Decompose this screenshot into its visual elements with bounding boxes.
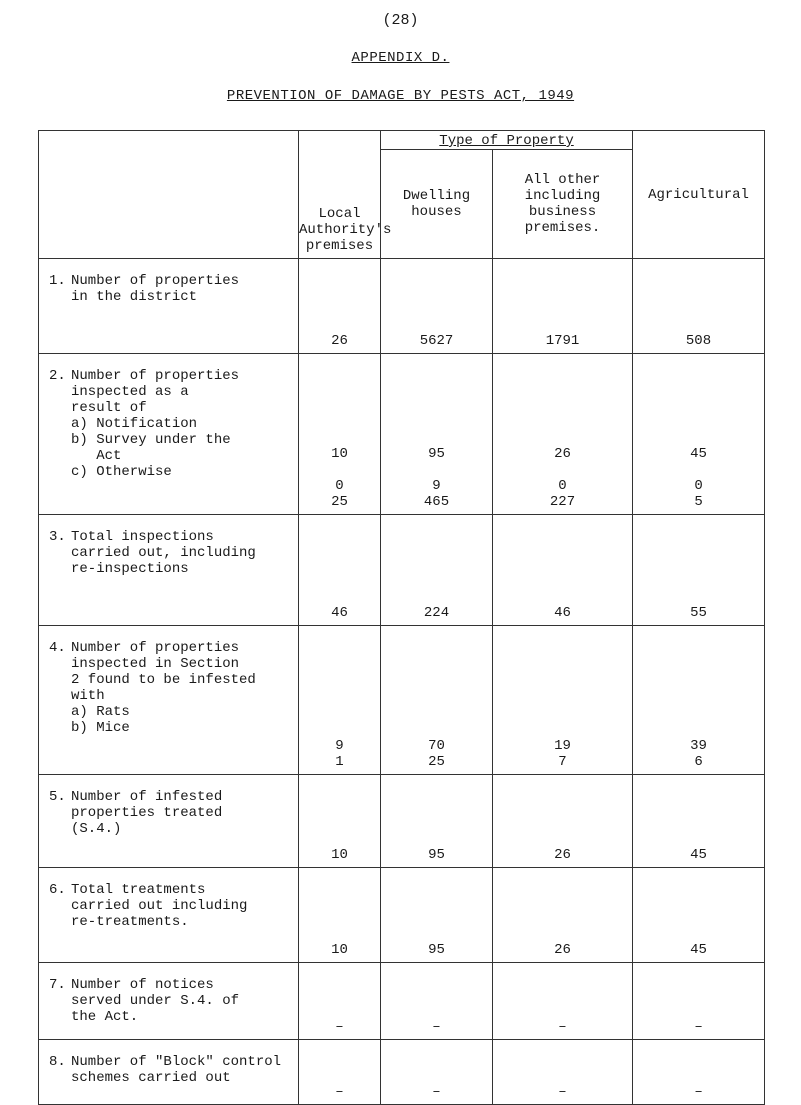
agricultural-value: [633, 1040, 765, 1105]
description-line: inspected as a: [71, 384, 189, 400]
cell-value: –: [558, 1019, 567, 1035]
description-line: b) Survey under the: [71, 432, 231, 448]
dwelling-houses-header: [381, 150, 493, 259]
table-row: [39, 775, 765, 868]
cell-value: 9: [432, 478, 441, 494]
dwelling-houses-value: [381, 963, 493, 1040]
row-number: 6.: [49, 882, 66, 898]
row-number: 7.: [49, 977, 66, 993]
cell-value: –: [432, 1019, 441, 1035]
description-line: c) Otherwise: [71, 464, 172, 480]
description-line: (S.4.): [71, 821, 122, 837]
dwelling-houses-value: [381, 259, 493, 354]
agricultural-value: [633, 775, 765, 868]
page-number: (28): [382, 12, 419, 29]
cell-value: 45: [690, 942, 707, 958]
other-premises-value: [493, 259, 633, 354]
description-line: carried out including: [71, 898, 248, 914]
cell-value: 25: [428, 754, 445, 770]
other-premises-value: [493, 626, 633, 775]
description-text: Total treatments: [71, 882, 206, 898]
cell-value: 7: [558, 754, 567, 770]
pests-table: [38, 130, 765, 1105]
other-premises-value: [493, 1040, 633, 1105]
table-row: [39, 259, 765, 354]
description-line: [49, 789, 292, 805]
cell-value: –: [335, 1084, 344, 1100]
table-row: [39, 354, 765, 515]
cell-value: –: [694, 1019, 703, 1035]
description-line: 2 found to be infested: [71, 672, 256, 688]
cell-value: 45: [690, 847, 707, 863]
cell-value: 1: [335, 754, 344, 770]
cell-value: 1791: [545, 333, 580, 349]
header-line: All other: [524, 172, 601, 188]
row-number: 3.: [49, 529, 66, 545]
local-authority-value: [299, 963, 381, 1040]
appendix-heading: APPENDIX D.: [351, 50, 450, 66]
cell-value: –: [335, 1019, 344, 1035]
other-premises-value: [493, 515, 633, 626]
cell-value: 0: [335, 478, 344, 494]
cell-value: 26: [554, 446, 571, 462]
description-line: [49, 977, 292, 993]
cell-value: 25: [331, 494, 348, 510]
table-row: [39, 626, 765, 775]
description-text: Total inspections: [71, 529, 214, 545]
description-line: [49, 529, 292, 545]
description-line: served under S.4. of: [71, 993, 240, 1009]
cell-value: 95: [428, 942, 445, 958]
cell-value: –: [432, 1084, 441, 1100]
cell-value: 46: [554, 605, 571, 621]
description-line: [49, 882, 292, 898]
description-line: with: [71, 688, 105, 704]
description-line: result of: [71, 400, 147, 416]
dwelling-houses-value: [381, 626, 493, 775]
description-text: Number of properties: [71, 640, 240, 656]
description-line: inspected in Section: [71, 656, 240, 672]
description-text: Number of infested: [71, 789, 223, 805]
table-row: [39, 963, 765, 1040]
table-row: [39, 1040, 765, 1105]
other-premises-value: [493, 963, 633, 1040]
row-description: [39, 259, 299, 354]
cell-value: 6: [694, 754, 703, 770]
cell-value: 465: [423, 494, 450, 510]
local-authority-value: [299, 775, 381, 868]
dwelling-houses-value: [381, 1040, 493, 1105]
description-line: schemes carried out: [71, 1070, 231, 1086]
description-line: a) Notification: [71, 416, 198, 432]
cell-value: 10: [331, 446, 348, 462]
description-line: [49, 368, 292, 384]
local-authority-header: [299, 131, 392, 259]
cell-value: 0: [694, 478, 703, 494]
cell-value: 227: [549, 494, 576, 510]
row-number: 8.: [49, 1054, 66, 1070]
cell-value: –: [558, 1084, 567, 1100]
header-line: Local: [318, 206, 361, 222]
header-line: Authority's: [299, 222, 392, 238]
header-line: Dwelling: [402, 188, 471, 204]
other-premises-value: [493, 354, 633, 515]
description-text: Number of notices: [71, 977, 214, 993]
description-line: re-treatments.: [71, 914, 189, 930]
description-line: re-inspections: [71, 561, 189, 577]
cell-value: [299, 462, 380, 478]
cell-value: –: [694, 1084, 703, 1100]
row-description: [39, 354, 299, 515]
cell-value: 26: [554, 847, 571, 863]
cell-value: [493, 462, 632, 478]
row-description: [39, 775, 299, 868]
agricultural-value: [633, 626, 765, 775]
cell-value: 10: [331, 942, 348, 958]
description-text: Number of properties: [71, 368, 240, 384]
cell-value: 5627: [419, 333, 454, 349]
description-text: Number of properties: [71, 273, 240, 289]
local-authority-value: [299, 515, 381, 626]
description-line: [49, 273, 292, 289]
header-line: premises.: [524, 220, 601, 236]
cell-value: 95: [428, 847, 445, 863]
cell-value: [381, 462, 492, 478]
description-text: Number of "Block" control: [71, 1054, 282, 1070]
cell-value: 5: [694, 494, 703, 510]
description-line: [49, 640, 292, 656]
agricultural-value: [633, 963, 765, 1040]
cell-value: 0: [558, 478, 567, 494]
header-line: houses: [411, 204, 462, 220]
agricultural-value: [633, 259, 765, 354]
cell-value: 26: [331, 333, 348, 349]
description-header: [39, 131, 299, 259]
agricultural-value: [633, 515, 765, 626]
cell-value: 95: [428, 446, 445, 462]
cell-value: 55: [690, 605, 707, 621]
row-description: [39, 963, 299, 1040]
header-line: including: [524, 188, 601, 204]
cell-value: 45: [690, 446, 707, 462]
cell-value: 46: [331, 605, 348, 621]
cell-value: [633, 462, 764, 478]
cell-value: 39: [690, 738, 707, 754]
document-title: PREVENTION OF DAMAGE BY PESTS ACT, 1949: [226, 88, 575, 104]
agricultural-value: [633, 868, 765, 963]
row-description: [39, 1040, 299, 1105]
other-premises-value: [493, 775, 633, 868]
row-number: 5.: [49, 789, 66, 805]
cell-value: 26: [554, 942, 571, 958]
dwelling-houses-value: [381, 868, 493, 963]
table-row: [39, 868, 765, 963]
agricultural-header: Agricultural: [633, 131, 765, 259]
agricultural-value: [633, 354, 765, 515]
description-line: [49, 1054, 292, 1070]
table-row: [39, 515, 765, 626]
header-line: business: [528, 204, 597, 220]
row-number: 4.: [49, 640, 66, 656]
local-authority-value: [299, 354, 381, 515]
row-number: 1.: [49, 273, 66, 289]
cell-value: 9: [335, 738, 344, 754]
description-line: carried out, including: [71, 545, 256, 561]
header-line: premises: [305, 238, 374, 254]
dwelling-houses-value: [381, 354, 493, 515]
row-description: [39, 626, 299, 775]
row-description: [39, 515, 299, 626]
cell-value: 10: [331, 847, 348, 863]
row-number: 2.: [49, 368, 66, 384]
local-authority-value: [299, 868, 381, 963]
type-of-property-header: Type of Property: [381, 131, 633, 150]
cell-value: 19: [554, 738, 571, 754]
cell-value: 70: [428, 738, 445, 754]
description-line: properties treated: [71, 805, 223, 821]
other-premises-value: [493, 868, 633, 963]
description-line: a) Rats: [71, 704, 130, 720]
cell-value: 224: [423, 605, 450, 621]
local-authority-value: [299, 259, 381, 354]
description-line: b) Mice: [71, 720, 130, 736]
local-authority-value: [299, 626, 381, 775]
row-description: [39, 868, 299, 963]
description-line: the Act.: [71, 1009, 139, 1025]
local-authority-value: [299, 1040, 381, 1105]
other-premises-header: [493, 150, 633, 259]
dwelling-houses-value: [381, 775, 493, 868]
description-line: in the district: [71, 289, 198, 305]
description-line: Act: [71, 448, 122, 464]
dwelling-houses-value: [381, 515, 493, 626]
cell-value: 508: [685, 333, 712, 349]
